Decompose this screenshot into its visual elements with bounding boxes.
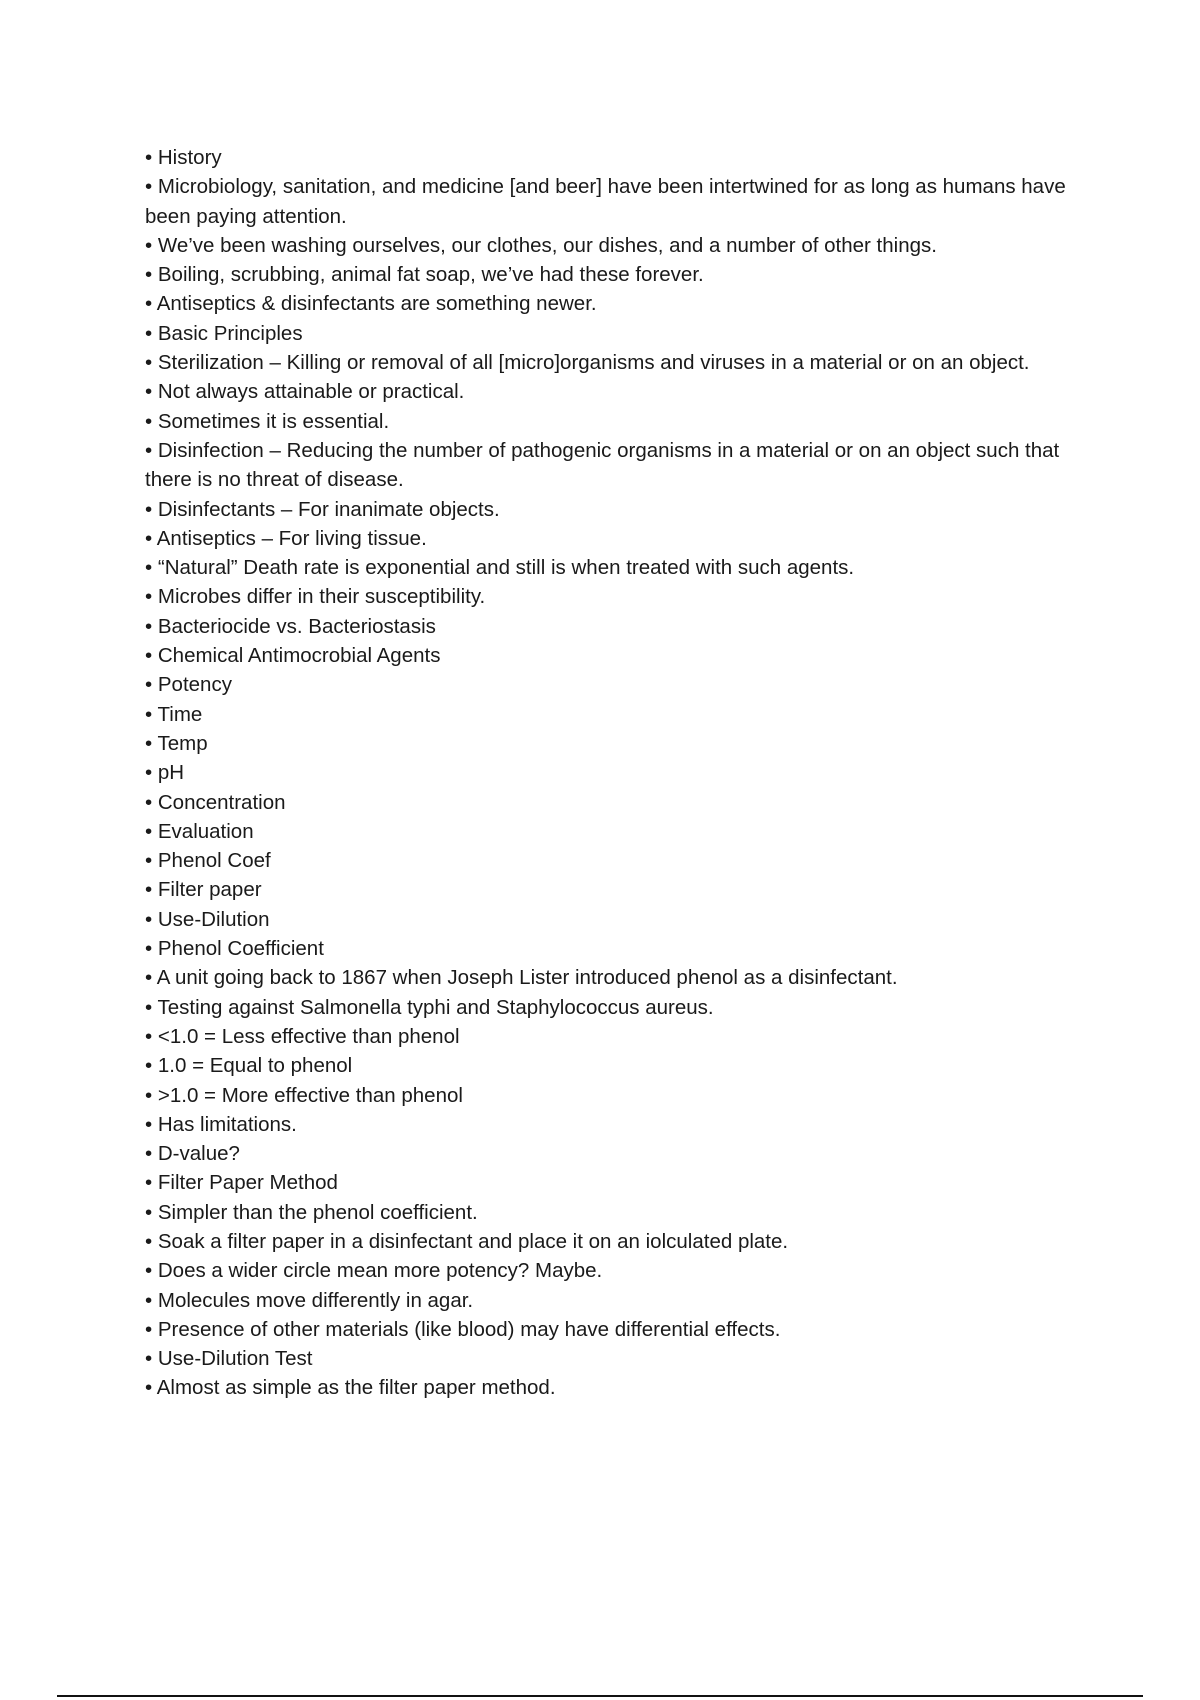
list-item: • Filter paper xyxy=(145,878,262,902)
list-item: • Bacteriocide vs. Bacteriostasis xyxy=(145,614,436,638)
list-item: • Disinfection – Reducing the number of pathogenic organisms in a material or on an object such that there is no threat of disease. xyxy=(145,438,1060,492)
list-item: • Soak a filter paper in a disinfectant and place it on an iolculated plate. xyxy=(145,1229,789,1253)
list-item: • “Natural” Death rate is exponential and still is when treated with such agents. xyxy=(145,556,855,580)
list-item: • History xyxy=(145,146,222,169)
list-item: • We’ve been washing ourselves, our clothes, our dishes, and a number of other things. xyxy=(145,233,937,257)
list-item: • Microbiology, sanitation, and medicine [and beer] have been intertwined for as long as humans have been paying attention. xyxy=(145,175,1066,228)
list-item: • 1.0 = Equal to phenol xyxy=(145,1054,353,1078)
list-item: • Potency xyxy=(145,673,232,697)
list-item: • Antiseptics & disinfectants are something newer. xyxy=(145,292,597,316)
bottom-rule xyxy=(57,1695,1143,1697)
list-item: • >1.0 = More effective than phenol xyxy=(145,1083,463,1107)
list-item: • Basic Principles xyxy=(145,321,303,345)
notes-list xyxy=(145,143,1105,1403)
list-item: • <1.0 = Less effective than phenol xyxy=(145,1024,460,1048)
list-item: • Use-Dilution Test xyxy=(145,1347,313,1371)
list-item: • Antiseptics – For living tissue. xyxy=(145,526,427,550)
list-item: • D-value? xyxy=(145,1142,240,1166)
list-item: • Disinfectants – For inanimate objects. xyxy=(145,497,500,521)
list-item: • Sometimes it is essential. xyxy=(145,409,390,433)
list-item: • Concentration xyxy=(145,790,286,814)
list-item: • Microbes differ in their susceptibility. xyxy=(145,585,486,609)
list-item: • Time xyxy=(145,702,203,726)
list-item: • Use-Dilution xyxy=(145,907,270,931)
list-item: • Sterilization – Killing or removal of all [micro]organisms and viruses in a material or on an object. xyxy=(145,351,1030,375)
list-item: • pH xyxy=(145,761,185,785)
list-item: • Chemical Antimocrobial Agents xyxy=(145,644,441,668)
list-item: • Filter Paper Method xyxy=(145,1171,338,1195)
list-item: • Molecules move differently in agar. xyxy=(145,1288,474,1312)
list-item: • Has limitations. xyxy=(145,1112,297,1136)
list-item: • Evaluation xyxy=(145,819,254,843)
list-item: • Not always attainable or practical. xyxy=(145,380,465,404)
list-item: • Boiling, scrubbing, animal fat soap, we’ve had these forever. xyxy=(145,263,704,287)
list-item: • Phenol Coefficient xyxy=(145,937,324,961)
list-item: • A unit going back to 1867 when Joseph Lister introduced phenol as a disinfectant. xyxy=(145,966,898,990)
list-item: • Does a wider circle mean more potency? Maybe. xyxy=(145,1259,603,1283)
list-item: • Phenol Coef xyxy=(145,849,271,873)
list-item: • Testing against Salmonella typhi and Staphylococcus aureus. xyxy=(145,995,714,1019)
list-item: • Almost as simple as the filter paper method. xyxy=(145,1376,556,1400)
list-item: • Simpler than the phenol coefficient. xyxy=(145,1200,478,1224)
list-item: • Presence of other materials (like blood) may have differential effects. xyxy=(145,1317,781,1341)
list-item: • Temp xyxy=(145,731,208,755)
